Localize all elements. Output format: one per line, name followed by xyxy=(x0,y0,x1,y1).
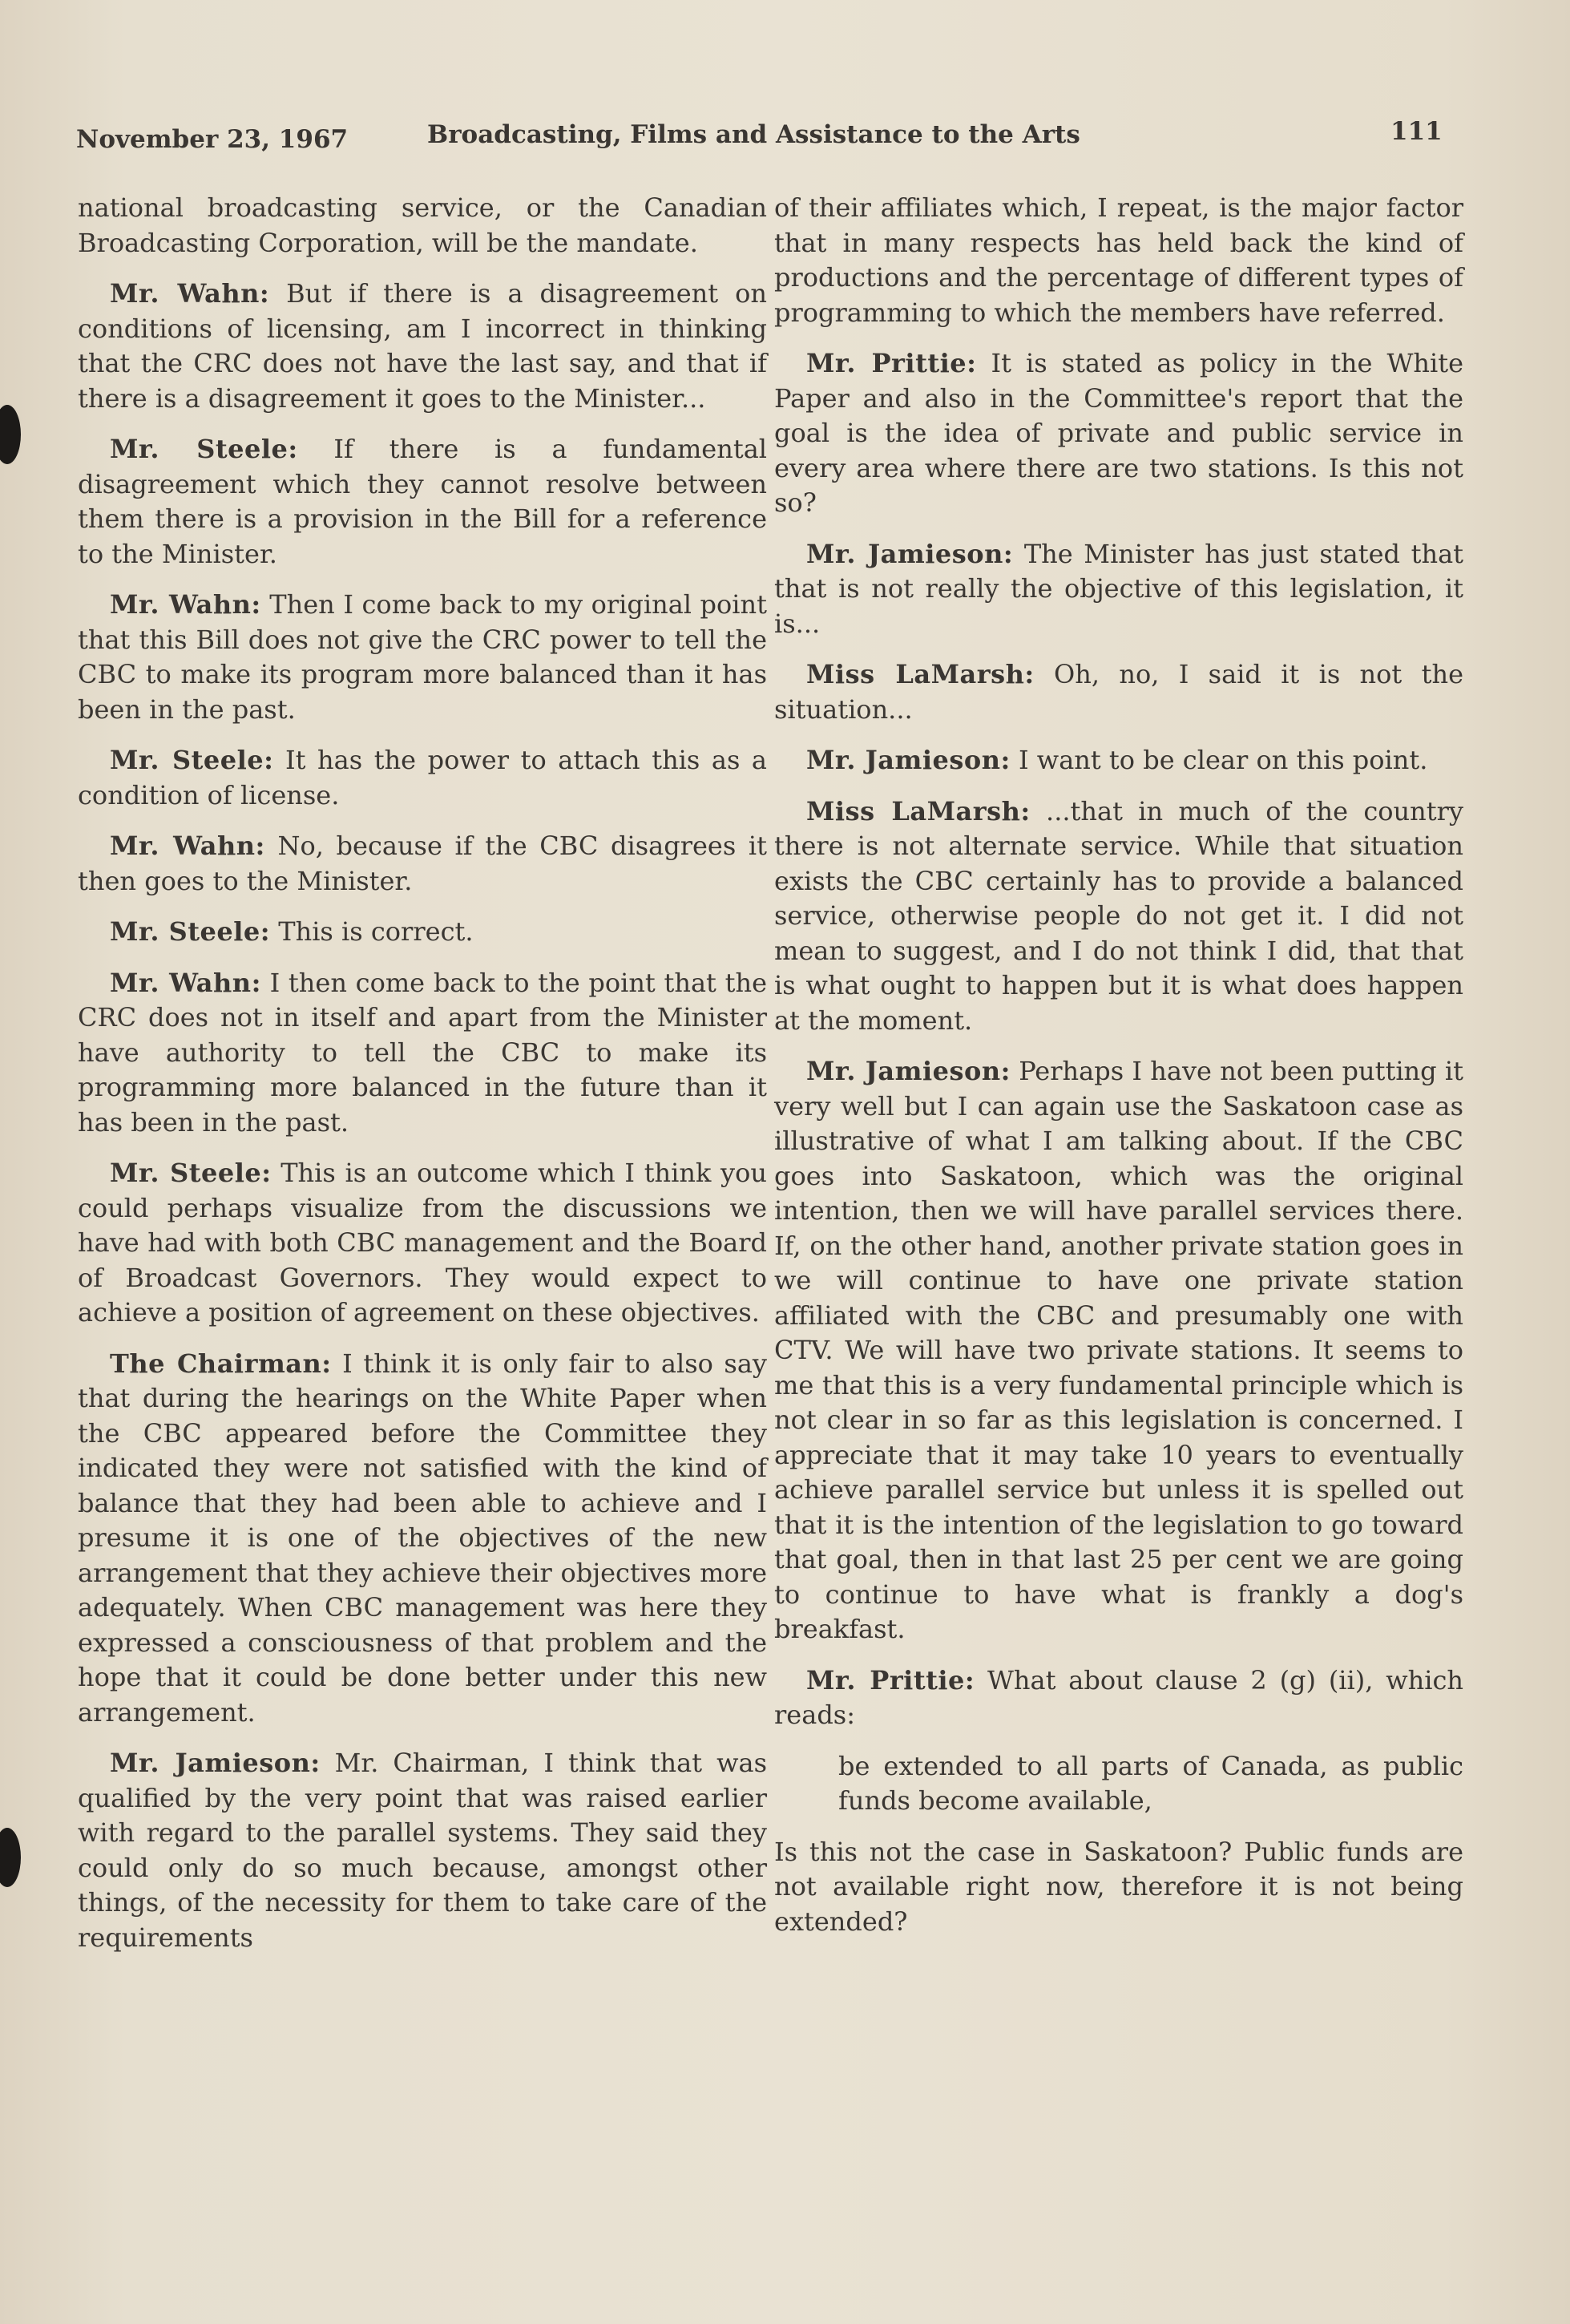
paragraph xyxy=(78,743,767,813)
paragraph xyxy=(774,1054,1463,1647)
speaker-name: Mr. Jamieson: xyxy=(806,538,1014,569)
page-number: 111 xyxy=(1390,117,1443,146)
page-header xyxy=(76,117,1443,160)
paragraph xyxy=(774,191,1463,330)
header-title: Broadcasting, Films and Assistance to the Arts xyxy=(427,120,1080,149)
paragraph xyxy=(774,346,1463,521)
speaker-name: Mr. Wahn: xyxy=(110,278,270,309)
paragraph xyxy=(774,743,1463,778)
paragraph xyxy=(78,432,767,572)
speaker-name: Mr. Steele: xyxy=(110,434,298,464)
speaker-name: Miss LaMarsh: xyxy=(806,795,1031,827)
speaker-name: Mr. Steele: xyxy=(110,745,274,775)
right-column xyxy=(774,191,1463,1955)
paragraph-text: Perhaps I have not been putting it very well but I can again use the Saskatoon case as illustrative of what I am talking about. If the CBC goes into Saskatoon, which was the original intention, then we will have parallel services there. If, on the other hand, another private station goes in we will continue to have one private station affiliated with the CBC and presumably one with CTV. We will have two private stations. It seems to me that this is a very fundamental principle which is not clear in so far as this legislation is concerned. I appreciate that it may take 10 years to eventually achieve parallel service but unless it is spelled out that it is the intention of the legislation to go toward that goal, then in that last 25 per cent we are going to continue to have what is frankly a dog's breakfast. xyxy=(774,1056,1464,1644)
paragraph xyxy=(78,1746,767,1955)
quoted-clause: be extended to all parts of Canada, as public funds become available, xyxy=(838,1750,1463,1816)
left-column xyxy=(78,191,767,1971)
speaker-name: Mr. Wahn: xyxy=(110,967,261,998)
header-date: November 23, 1967 xyxy=(76,125,349,154)
speaker-name: The Chairman: xyxy=(110,1348,332,1379)
speaker-name: Mr. Steele: xyxy=(110,916,271,947)
speaker-name: Mr. Steele: xyxy=(110,1158,272,1188)
paragraph-text: The Minister has just stated that that is not really the objective of this legislation, it is... xyxy=(774,538,1464,639)
paragraph xyxy=(774,1663,1463,1733)
speaker-name: Miss LaMarsh: xyxy=(806,659,1035,689)
paragraph-text: Mr. Chairman, I think that was qualified by the very point that was raised earlier with regard to the parallel systems. They said they could only do so much because, amongst other things, of the necessity for them to take care of the requirements xyxy=(78,1748,768,1953)
speaker-name: Mr. Wahn: xyxy=(110,831,265,861)
paragraph xyxy=(774,537,1463,642)
speaker-name: Mr. Prittie: xyxy=(806,348,977,378)
paragraph xyxy=(78,191,767,261)
paragraph-text: I want to be clear on this point. xyxy=(1010,745,1428,775)
paragraph-text: of their affiliates which, I repeat, is the major factor that in many respects has held back the kind of productions and the percentage of different types of programming to which the members have referred. xyxy=(774,192,1463,328)
paragraph-text: Oh, no, I said it is not the situation... xyxy=(774,659,1464,725)
paragraph-text: If there is a fundamental disagreement which they cannot resolve between them there is a provision in the Bill for a reference to the Minister. xyxy=(78,434,768,569)
paragraph-text: I then come back to the point that the CRC does not in itself and apart from the Minister have authority to tell the CBC to make its programming more balanced in the future than it has been in the past. xyxy=(78,967,768,1138)
paragraph-text: It has the power to attach this as a condition of license. xyxy=(78,745,768,810)
paragraph: Is this not the case in Saskatoon? Public funds are not available right now, therefore it is not being extended? xyxy=(774,1836,1463,1937)
binder-hole xyxy=(0,405,21,464)
paragraph-text: No, because if the CBC disagrees it then goes to the Minister. xyxy=(78,831,768,896)
paragraph xyxy=(774,657,1463,727)
paragraph xyxy=(774,794,1463,1039)
paragraph xyxy=(78,277,767,416)
paragraph-text: I think it is only fair to also say that during the hearings on the White Paper when the CBC appeared before the Committee they indicated they were not satisfied with the kind of balance that they had been able to achieve and I presume it is one of the objectives of the new arrangement that they achieve their objectives more adequately. When CBC management was here they expressed a consciousness of that problem and the hope that it could be done better under this new arrangement. xyxy=(78,1348,768,1728)
paragraph xyxy=(78,829,767,899)
paragraph xyxy=(78,1156,767,1331)
paragraph xyxy=(78,1347,767,1731)
paragraph-text: This is correct. xyxy=(270,916,474,947)
paragraph-text: Then I come back to my original point that this Bill does not give the CRC power to tell the CBC to make its program more balanced than it has been in the past. xyxy=(78,589,768,725)
speaker-name: Mr. Jamieson: xyxy=(806,1056,1011,1086)
paragraph xyxy=(78,588,767,727)
paragraph-text: ...that in much of the country there is not alternate service. While that situation exists the CBC certainly has to provide a balanced service, otherwise people do not get it. I did not mean to suggest, and I do not think I did, that that is what ought to happen but it is what does happen at the moment. xyxy=(774,795,1464,1036)
speaker-name: Mr. Prittie: xyxy=(806,1664,975,1696)
speaker-name: Mr. Jamieson: xyxy=(806,745,1011,775)
speaker-name: Mr. Wahn: xyxy=(110,589,261,620)
paragraph xyxy=(78,966,767,1141)
paragraph-text: national broadcasting service, or the Canadian Broadcasting Corporation, will be the mandate. xyxy=(78,192,767,258)
paragraph-text: What about clause 2 (g) (ii), which reads: xyxy=(774,1664,1464,1730)
speaker-name: Mr. Jamieson: xyxy=(110,1748,321,1778)
paragraph-text: This is an outcome which I think you could perhaps visualize from the discussions we have had with both CBC management and the Board of Broadcast Governors. They would expect to achieve a position of agreement on these objectives. xyxy=(78,1158,768,1328)
paragraph-text: But if there is a disagreement on conditions of licensing, am I incorrect in thinking that the CRC does not have the last say, and that if there is a disagreement it goes to the Minister... xyxy=(78,278,767,414)
paragraph xyxy=(78,915,767,950)
paragraph-text: It is stated as policy in the White Paper and also in the Committee's report that the goal is the idea of private and public service in every area where there are two stations. Is this not so? xyxy=(774,348,1463,518)
binder-hole xyxy=(0,1828,21,1887)
